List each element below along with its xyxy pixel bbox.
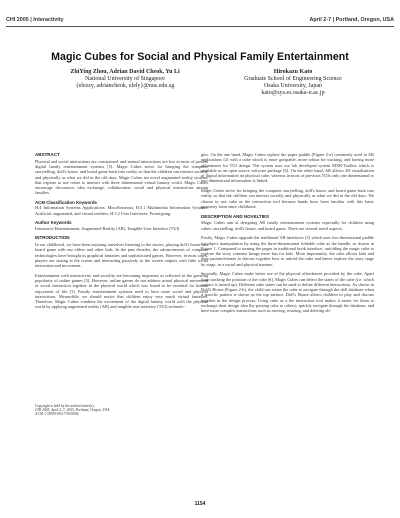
author-names: ZhiYing Zhou, Adrian David Cheok, Yu Li [70, 69, 180, 75]
left-column [35, 152, 208, 314]
author-institution: Osaka University, Japan [263, 83, 323, 89]
intro-heading: INTRODUCTION [35, 235, 70, 241]
keywords-text: Interactive Entertainment, Augmented Reality (AR), Tangible User Interface (TUI) [35, 225, 180, 231]
intro-paragraph: In our childhood, we have been enjoying ourselves listening to the stories, playing doll's house and board game with our elders and other kids. In the past decades, the advancements of computer technologies have brought us graphical fantasies and sophisticated games. However, in most cases, players are staring at the screen and interacting passively to the screen outputs with little social interaction and movement. [35, 242, 208, 268]
running-head-left: CHI 2005 | Interactivity [6, 17, 64, 23]
abstract-heading: ABSTRACT [35, 152, 60, 157]
ccs-text: H.4 Information Systems Applications: Miscellaneous; H.5.1 Multimedia Information Systems: Artificial, augmented, and virtual realities; H.5.2 User Interfaces: Prototyping. [35, 205, 208, 216]
description-heading: DESCRIPTION AND NOVELTIES [201, 213, 270, 219]
author-names: Hirokazu Kato [273, 69, 313, 75]
running-head-right: April 2-7 | Portland, Oregon, USA [309, 17, 394, 23]
author-email: {elezzy, adriancheok, elely}@nus.edu.sg [75, 83, 175, 89]
body-paragraph: Firstly, Magic Cubes upgrade the traditional AR interfaces [2] which uses two-dimensional paddle for object manipulation by using the three-dimensional foldable cube as the handle, as shown in Figure 1. Compared to turning the pages in traditional book interface, unfolding the magic cube to explore the story contents brings more fun for kids. More importantly, the cube allows kids and their parents/friends to discuss together how to unfold the cube and hence explore the story stage by stage, in a social and physical manner. [201, 235, 374, 267]
page-number: 1154 [194, 501, 206, 507]
running-head-rule [6, 26, 394, 27]
author-block-right [218, 69, 368, 97]
copyright-line: Copyright is held by the author/owner(s). [35, 404, 95, 408]
ccs-heading: ACM Classification Keywords [35, 200, 97, 205]
copyright-line: ACM 1-59593-002-7/05/0004. [35, 412, 80, 417]
intro-paragraph: Entertainment with interactivity and sociality are becoming important as reflected in the growing popularity of online games [3]. However, online games do not address actual physical movement or social interaction together in the physical world which was found to be essential for human enjoyment of life [1]. Family entertainment systems need to have more social and physical interactions. Meanwhile, we should notice that children enjoy very much virtual fantasies. Therefore, Magic Cubes combine the excitement of the digital fantasy world with the physical world by applying augmented reality (AR) and tangible user interface (TUI) technolo- [35, 272, 208, 310]
running-head [6, 17, 394, 26]
author-affiliation: National University of Singapore [85, 76, 165, 82]
paper-title: Magic Cubes for Social and Physical Family Entertainment [51, 51, 349, 63]
abstract-text: Physical and social interactions are constrained, and natural interactions are lost in most of present digital family entertainment systems [5]. Magic Cubes strive for bringing the computer storytelling, doll's house, and board game back into reality so that the children can interact socially and physically as what we did in the old days. Magic Cubes are novel augmented reality systems that explore to use cubes to interact with three dimensional virtual fantasy world. Magic Cubes encourage discussion, idea exchange, collaboration, social and physical interactions among families. [35, 158, 208, 196]
keywords-heading: Author Keywords [35, 220, 72, 226]
author-email: kato@sys.es.osaka-u.ac.jp [261, 90, 325, 96]
body-paragraph: Magic Cubes aim at designing AR family entertainment systems especially for children using cubes: storytelling, doll's house, and board game. There are several novel aspects: [201, 220, 374, 231]
body-paragraph: Secondly, Magic Cubes make better use of the physical affordances provided by the cube. Apart from tracking the position of the cube [6], Magic Cubes can detect the states of the cube (i.e. which surface is turned up). Different cube states can be used to define different interactions. As shown in Doll's House (Figure 2-b), the child can rotate the cube to navigate through the doll database when a specific pattern is shown as the top surface. Doll's House allows children to play and discuss together in the design process. Using cube as a the interaction tool makes it easier for them to exchange their design idea (by passing cube to others), quickly navigate through the database, and have more complex interactions such as moving, resizing, and deleting ob- [201, 271, 374, 313]
body-paragraph: Magic Cubes strive for bringing the computer storytelling, doll's house, and board game back into reality so that the children can interact socially and physically as what we did in the old days. We choose to use cube as the interaction tool because hands have been familiar with this basic geometry form since childhood. [201, 188, 374, 209]
body-paragraph: gies. On the one hand, Magic Cubes replace the paper paddle (Figure 2-a) commonly used in AR applications [2] with a cube which is more graspable, more robust for tracking, and having more affordances for TUI design. The system uses our lab developed system MXR-Toolkit, which is available as an open source software package [6]. On the other hand, AR allows 3D visualization of digital information on physical cube, whereas in most of previous TUIs only one dimensional or two dimensional information is linked. [201, 152, 374, 184]
copyright-line: CHI 2005, April 2–7, 2005, Portland, Oregon, USA. [35, 408, 111, 413]
author-block-left [40, 69, 210, 90]
author-affiliation: Graduate School of Engineering Science [244, 76, 342, 82]
copyright-notice [35, 404, 165, 417]
right-column [201, 152, 374, 318]
